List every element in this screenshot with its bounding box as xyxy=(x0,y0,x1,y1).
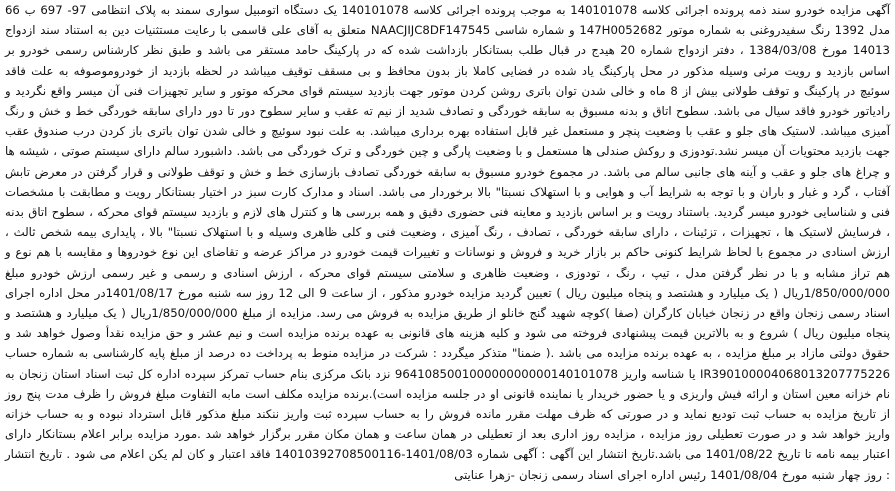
auction-notice-text: آگهی مزایده خودرو سند ذمه پرونده اجرائی کلاسه 140101078 به موجب پرونده اجرائی کلاسه 140101078 یک دستگاه اتومبیل سواری سمند به پلاک انتظامی 97- 697 ب 66 مدل 1392 رنگ سفیدروغنی به شماره موتور 147H0052682 و شماره شاسی NAACJIJC8DF147545 متعلق به آقای علی قاسمی با رعایت مستثنیات دین به استناد سند ازدواج 14013 مورخ 1384/03/08 ، دفتر ازدواج شماره 20 هیدج در قبال طلب بستانکار بازداشت شده که در پارکینگ حامد مستقر می باشد و طبق نظر کارشناس رسمی خودرو بر اساس بازدید و رویت مرئی وسیله مذکور در محل پارکینگ یاد شده در فضایی کاملا باز بدون محافظ و بی مسقف توقیف میباشد در لحظه بازدید از خودروموصوفه به علت فاقد سوئیچ در پارکینگ و توقف طولانی بیش از 8 ماه و خالی شدن توان باتری روشن کردن موتور جهت بازدید سیستم قوای محرکه موتور و سایر تجهیزات فنی آن میسر واقع نگردید و رادیاتور خودرو فاقد سیال می باشد. سطوح اتاق و بدنه مسبوق به سابقه خوردگی و تصادف شدید از نیم ته عقب و سایر سطوح دور تا دور دارای سابقه خوردگی خط و خش و رنگ آمیزی میباشد. لاستیک های جلو و عقب با وضعیت پنچر و مستعمل غیر قابل استفاده بهره برداری میباشد. به علت نبود سوئیچ و خالی شدن توان باتری باز کردن درب صندوق عقب جهت بازدید محتویات آن میسر نشد.تودوزی و روکش صندلی ها مستعمل و با وضعیت پارگی و چین خوردگی و ترک خوردگی می باشد. داشبورد سالم دارای سیستم صوتی ، شیشه ها و چراغ های جلو و عقب و آینه های جانبی سالم می باشد. در مجموع خودرو مسبوق به سابقه خوردگی تصادف بازسازی خط و خش و توقف طولانی و قرار گرفتن در معرض تابش آفتاب ، گرد و غبار و باران و با توجه به شرایط آب و هوایی و با استهلاک نسبتا" بالا برخوردار می باشد. اسناد و مدارک کارت سبز در اختیار بستانکار رویت و مطابقت با مشخصات فنی و شناسایی خودرو میسر گردید. باستناد رویت و بر اساس بازدید و معاینه فنی حضوری دقیق و همه بررسی ها و کنترل های لازم و بازدید سیستم قوای محرکه ، سطوح اتاق بدنه ، فرسایش لاستیک ها ، تجهیزات ، تزئینات ، دارای سابقه خوردگی ، تصادف ، رنگ آمیزی ، وضعیت فنی و کلی ظاهری وسیله و با استهلاک نسبتا" بالا ، پایداری بیمه شخص ثالث ، ارزش اسنادی در مجموع با لحاظ شرایط کنونی حاکم بر بازار خرید و فروش و نوسانات و تغییرات قیمت خودرو در مراکز عرضه و تقاضای این نوع خودروها و مقایسه با هم نوع و هم تراز مشابه و با در نظر گرفتن مدل ، تیپ ، رنگ ، تودوزی ، وضعیت ظاهری و سلامتی سیستم قوای محرکه ، ارزش اسنادی و رسمی و غیر رسمی ارزش خودرو مبلغ 1/850/000/000ریال ( یک میلیارد و هشتصد و پنجاه میلیون ریال ) تعیین گردید مزایده خودرو مذکور ، از ساعت 9 الی 12 روز سه شنبه مورخ 1401/08/17در محل اداره اجرای اسناد رسمی زنجان واقع در زنجان خیابان کارگران (صفا )کوچه شهید گنج خانلو از طریق مزایده به فروش می رسد. مزایده از مبلغ 1/850/000/000ریال ( یک میلیارد و هشتصد و پنجاه میلیون ریال ) شروع و به بالاترین قیمت پیشنهادی فروخته می شود و کلیه هزینه های قانونی به عهده برنده مزایده است و نیم عشر و حق مزایده نقدأ وصول خواهد شد و حقوق دولتی مازاد بر مبلغ مزایده ، به عهده برنده مزایده می باشد .( ضمنا" متذکر میگردد : شرکت در مزایده منوط به پرداخت ده درصد از مبلغ پایه کارشناسی به شماره حساب IR390100004068013207775226 یا شناسه واریز 964108500100000000000140101078 نزد بانک مرکزی بنام حساب تمرکز سپرده اداره کل ثبت اسناد استان زنجان به نام خزانه معین استان و ارائه فیش واریزی و یا حضور خریدار یا نماینده قانونی او در جلسه مزایده است).برنده مزایده مکلف است مابه التفاوت مبلغ فروش را ظرف مدت پنج روز از تاریخ مزایده به حساب ثبت تودیع نماید و در صورتی که ظرف مهلت مقرر مانده فروش را به حساب سپرده ثبت واریز ننکند مبلغ مذکور قابل استرداد نبوده و به حساب خزانه واریز خواهد شد و در صورت تعطیلی روز مزایده ، مزایده روز اداری بعد از تعطیلی در همان ساعت و همان مکان مقرر برگزار خواهد شد .مورد مزایده برابر اعلام بستانکار دارای اعتبار بیمه نامه تا تاریخ 1401/08/22 می باشد.تاریخ انتشار این آگهی : آگهی شماره 1401/08/03-14010392708500116 فاقد اعتبار و کان لم یکن اعلام می شود . تاریخ انتشار : روز چهار شنبه مورخ 1401/08/04 رئیس اداره اجرای اسناد رسمی زنجان -زهرا عنایتی xyxy=(5,3,891,482)
